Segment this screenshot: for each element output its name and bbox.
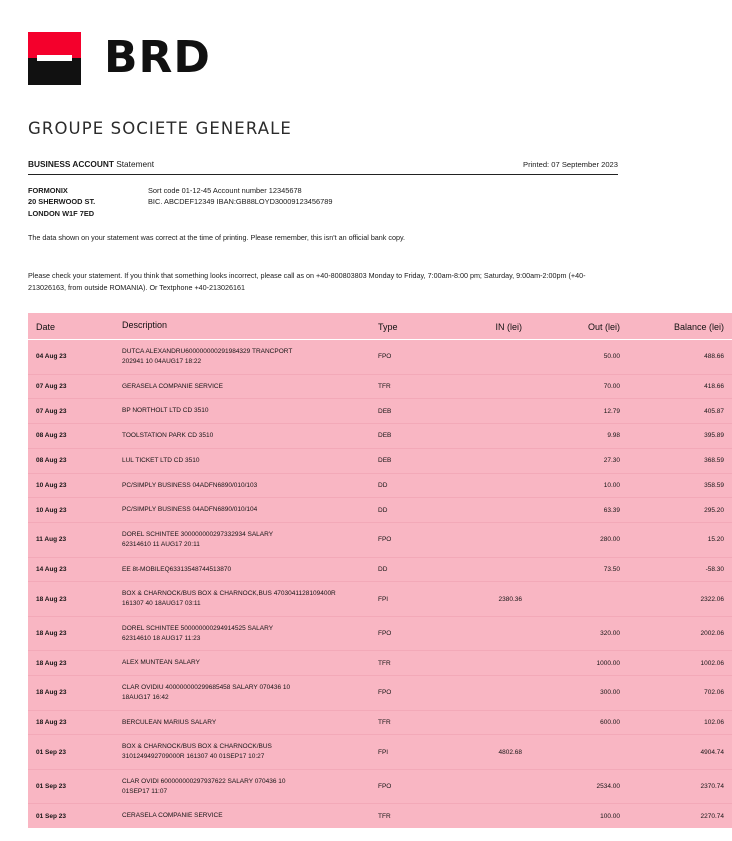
- description-line-1: CLAR OVIDI 600000000297937622 SALARY 070436 10: [122, 777, 286, 785]
- cell-type: DEB: [372, 448, 434, 473]
- customer-name: FORMONIX: [28, 186, 68, 195]
- description-line-1: BP NORTHOLT LTD CD 3510: [122, 407, 209, 415]
- table-row[interactable]: [28, 804, 732, 828]
- cell-in: [434, 616, 532, 651]
- cell-in: 2380.36: [434, 582, 532, 617]
- cell-in: [434, 676, 532, 711]
- table-row[interactable]: [28, 523, 732, 558]
- cell-date: 08 Aug 23: [28, 424, 114, 449]
- cell-out: 100.00: [532, 804, 634, 828]
- table-row[interactable]: [28, 676, 732, 711]
- table-row[interactable]: [28, 424, 732, 449]
- cell-date: 18 Aug 23: [28, 710, 114, 735]
- cell-in: [434, 340, 532, 375]
- cell-balance: 405.87: [634, 399, 732, 424]
- cell-out: 63.39: [532, 498, 634, 523]
- cell-date: 08 Aug 23: [28, 448, 114, 473]
- customer-address-line2: LONDON W1F 7ED: [28, 208, 95, 218]
- cell-balance: 1002.06: [634, 651, 732, 676]
- cell-balance: 2322.06: [634, 582, 732, 617]
- cell-date: 01 Sep 23: [28, 735, 114, 770]
- cell-description: [114, 340, 372, 375]
- cell-description: [114, 523, 372, 558]
- description-line-1: PC/SIMPLY BUSINESS 04ADFN6890/010/104: [122, 506, 258, 514]
- description-line-1: BOX & CHARNOCK/BUS BOX & CHARNOCK,BUS 4703041128109400R: [122, 590, 336, 598]
- description-line-2: 3101249492709000R 161307 40 01SEP17 10:27: [122, 753, 265, 761]
- brd-logo-icon: [28, 32, 81, 85]
- cell-balance: 488.66: [634, 340, 732, 375]
- cell-description: [114, 424, 372, 449]
- cell-out: 320.00: [532, 616, 634, 651]
- cell-type: FPO: [372, 340, 434, 375]
- cell-date: 01 Sep 23: [28, 804, 114, 828]
- cell-description: [114, 710, 372, 735]
- column-header-balance: Balance (lei): [634, 313, 732, 340]
- cell-in: [434, 448, 532, 473]
- cell-balance: 368.59: [634, 448, 732, 473]
- cell-description: [114, 616, 372, 651]
- cell-type: TFR: [372, 651, 434, 676]
- cell-balance: 102.06: [634, 710, 732, 735]
- transactions-body: [28, 340, 732, 829]
- cell-in: [434, 498, 532, 523]
- statement-title-row: [28, 159, 618, 169]
- cell-date: 18 Aug 23: [28, 616, 114, 651]
- cell-description: [114, 374, 372, 399]
- cell-type: TFR: [372, 804, 434, 828]
- customer-account-block: [28, 185, 618, 219]
- accuracy-notice: The data shown on your statement was correct at the time of printing. Please remember, this isn't an official bank copy.: [28, 233, 406, 243]
- cell-in: [434, 374, 532, 399]
- cell-date: 04 Aug 23: [28, 340, 114, 375]
- cell-out: 27.30: [532, 448, 634, 473]
- cell-type: FPO: [372, 523, 434, 558]
- cell-description: [114, 498, 372, 523]
- cell-date: 14 Aug 23: [28, 557, 114, 582]
- statement-title-suffix: Statement: [113, 159, 155, 169]
- description-line-1: EE 8t-MOBILEQ63313548744513870: [122, 565, 232, 573]
- cell-type: FPO: [372, 769, 434, 804]
- cell-type: DD: [372, 557, 434, 582]
- table-row[interactable]: [28, 448, 732, 473]
- cell-date: 10 Aug 23: [28, 498, 114, 523]
- cell-balance: 2370.74: [634, 769, 732, 804]
- cell-balance: 418.66: [634, 374, 732, 399]
- table-row[interactable]: [28, 651, 732, 676]
- description-line-2: 01SEP17 11:07: [122, 787, 168, 795]
- description-line-1: DOREL SCHINTEE 500000000294914525 SALARY: [122, 624, 274, 632]
- cell-balance: 2270.74: [634, 804, 732, 828]
- cell-in: [434, 769, 532, 804]
- group-line: GROUPE SOCIETE GENERALE: [28, 119, 292, 138]
- cell-description: [114, 473, 372, 498]
- printed-date: Printed: 07 September 2023: [523, 160, 618, 169]
- cell-type: DEB: [372, 399, 434, 424]
- cell-out: 10.00: [532, 473, 634, 498]
- column-header-date: Date: [28, 313, 114, 340]
- table-row[interactable]: [28, 498, 732, 523]
- cell-in: [434, 473, 532, 498]
- table-row[interactable]: [28, 710, 732, 735]
- account-sortcode-line: Sort code 01-12-45 Account number 12345678: [148, 186, 302, 195]
- cell-balance: 4904.74: [634, 735, 732, 770]
- cell-out: 9.98: [532, 424, 634, 449]
- cell-description: [114, 804, 372, 828]
- cell-type: FPO: [372, 616, 434, 651]
- cell-date: 18 Aug 23: [28, 676, 114, 711]
- description-line-1: TOOLSTATION PARK CD 3510: [122, 432, 214, 440]
- cell-date: 01 Sep 23: [28, 769, 114, 804]
- cell-type: FPI: [372, 582, 434, 617]
- table-row[interactable]: [28, 557, 732, 582]
- description-line-2: 62314610 18 AUG17 11:23: [122, 634, 201, 642]
- cell-out: 600.00: [532, 710, 634, 735]
- cell-in: [434, 710, 532, 735]
- description-line-1: GERASELA COMPANIE SERVICE: [122, 382, 223, 390]
- cell-type: TFR: [372, 710, 434, 735]
- cell-out: 70.00: [532, 374, 634, 399]
- column-header-in: IN (lei): [434, 313, 532, 340]
- cell-date: 07 Aug 23: [28, 374, 114, 399]
- cell-in: [434, 557, 532, 582]
- cell-out: [532, 735, 634, 770]
- logo-black-block: [28, 58, 81, 85]
- cell-date: 18 Aug 23: [28, 582, 114, 617]
- cell-in: [434, 399, 532, 424]
- column-header-type: Type: [372, 313, 434, 340]
- cell-description: [114, 557, 372, 582]
- cell-out: 12.79: [532, 399, 634, 424]
- cell-balance: 2002.06: [634, 616, 732, 651]
- transactions-table: [28, 313, 732, 829]
- title-divider: [28, 174, 618, 175]
- cell-description: [114, 448, 372, 473]
- cell-balance: 358.59: [634, 473, 732, 498]
- description-line-2: 161307 40 18AUG17 03:11: [122, 600, 201, 608]
- cell-date: 10 Aug 23: [28, 473, 114, 498]
- cell-balance: 15.20: [634, 523, 732, 558]
- cell-balance: -58.30: [634, 557, 732, 582]
- table-row[interactable]: [28, 769, 732, 804]
- table-row[interactable]: [28, 473, 732, 498]
- cell-type: DEB: [372, 424, 434, 449]
- cell-date: 11 Aug 23: [28, 523, 114, 558]
- cell-out: 1000.00: [532, 651, 634, 676]
- cell-out: 73.50: [532, 557, 634, 582]
- customer-address-line1: 20 SHERWOOD ST.: [28, 197, 96, 207]
- description-line-1: BERCULEAN MARIUS SALARY: [122, 718, 217, 726]
- cell-date: 07 Aug 23: [28, 399, 114, 424]
- cell-out: 50.00: [532, 340, 634, 375]
- cell-out: 280.00: [532, 523, 634, 558]
- brand-wordmark: BRD: [104, 32, 211, 83]
- column-header-out: Out (lei): [532, 313, 634, 340]
- cell-balance: 702.06: [634, 676, 732, 711]
- description-line-1: CLAR OVIDIU 400000000299685458 SALARY 070436 10: [122, 684, 291, 692]
- cell-description: [114, 651, 372, 676]
- description-line-1: CERASELA COMPANIE SERVICE: [122, 812, 223, 820]
- description-line-2: 62314610 11 AUG17 20:11: [122, 540, 200, 548]
- column-header-description: Description: [114, 313, 372, 340]
- table-row[interactable]: [28, 399, 732, 424]
- cell-type: FPI: [372, 735, 434, 770]
- contact-notice: Please check your statement. If you think that something looks incorrect, please call as on +40-800803803 Monday to Friday, 7:00am-8:00 pm; Saturday, 9:00am-2:00pm (+40-213026163, from outside ROMANIA). Or Textphone +40-213026161: [28, 271, 586, 292]
- cell-in: [434, 424, 532, 449]
- cell-type: TFR: [372, 374, 434, 399]
- cell-in: [434, 523, 532, 558]
- description-line-1: PC/SIMPLY BUSINESS 04ADFN6890/010/103: [122, 481, 258, 489]
- cell-balance: 395.89: [634, 424, 732, 449]
- cell-description: [114, 769, 372, 804]
- table-row[interactable]: [28, 582, 732, 617]
- brand-header: [28, 0, 618, 89]
- description-line-1: ALEX MUNTEAN SALARY: [122, 659, 200, 667]
- cell-in: [434, 804, 532, 828]
- cell-in: 4802.68: [434, 735, 532, 770]
- statement-title: [28, 159, 154, 169]
- description-line-1: DUTCA ALEXANDRU600000000291984329 TRANCPORT: [122, 348, 293, 356]
- cell-type: DD: [372, 498, 434, 523]
- cell-in: [434, 651, 532, 676]
- table-header-row: [28, 313, 732, 340]
- cell-description: [114, 582, 372, 617]
- description-line-2: 202941 10 04AUG17 18:22: [122, 357, 202, 365]
- table-row[interactable]: [28, 340, 732, 375]
- cell-out: 2534.00: [532, 769, 634, 804]
- cell-type: FPO: [372, 676, 434, 711]
- cell-type: DD: [372, 473, 434, 498]
- cell-out: 300.00: [532, 676, 634, 711]
- cell-balance: 295.20: [634, 498, 732, 523]
- table-row[interactable]: [28, 616, 732, 651]
- table-row[interactable]: [28, 735, 732, 770]
- table-row[interactable]: [28, 374, 732, 399]
- cell-description: [114, 735, 372, 770]
- description-line-1: DOREL SCHINTEE 300000000297332934 SALARY: [122, 531, 274, 539]
- statement-title-strong: BUSINESS ACCOUNT: [28, 159, 114, 169]
- logo-white-bar: [37, 55, 72, 61]
- description-line-1: LUL TICKET LTD CD 3510: [122, 456, 200, 464]
- description-line-2: 18AUG17 16:42: [122, 693, 169, 701]
- account-bic-iban-line: BIC. ABCDEF12349 IBAN:GB88LOYD30009123456789: [148, 197, 333, 207]
- customer-address: [28, 185, 148, 219]
- cell-out: [532, 582, 634, 617]
- cell-description: [114, 676, 372, 711]
- cell-date: 18 Aug 23: [28, 651, 114, 676]
- cell-description: [114, 399, 372, 424]
- account-details: [148, 185, 618, 219]
- description-line-1: BOX & CHARNOCK/BUS BOX & CHARNOCK/BUS: [122, 743, 272, 751]
